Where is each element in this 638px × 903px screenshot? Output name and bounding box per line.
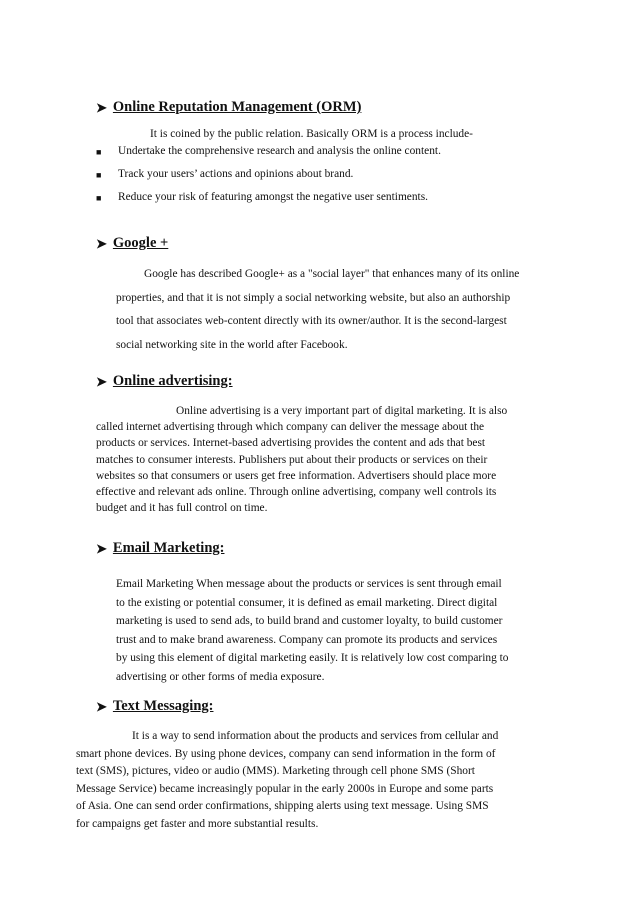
- list-item: [96, 168, 441, 191]
- arrow-bullet-icon: ➤: [96, 698, 107, 714]
- advertising-title: Online advertising:: [112, 373, 233, 389]
- paragraph-line: text (SMS), pictures, video or audio (MMS). Marketing through cell phone SMS (Short: [76, 765, 475, 778]
- bullet-text: Track your users’ actions and opinions about brand.: [118, 168, 354, 180]
- square-bullet-icon: ■: [96, 170, 102, 180]
- square-bullet-icon: ■: [96, 147, 102, 157]
- orm-title: Online Reputation Management (ORM): [112, 99, 362, 115]
- paragraph-line: effective and relevant ads online. Through online advertising, company well controls its: [96, 486, 497, 499]
- google-title: Google +: [112, 235, 169, 251]
- paragraph-line: called internet advertising through which company can deliver the message about the: [96, 421, 485, 434]
- paragraph-line: trust and to make brand awareness. Company can promote its products and services: [116, 633, 498, 646]
- bullet-text: Undertake the comprehensive research and analysis the online content.: [118, 145, 441, 157]
- paragraph-line: matches to consumer interests. Publishers put about their products or services on their: [96, 453, 488, 466]
- email-heading: [96, 540, 224, 557]
- paragraph-line: social networking site in the world after Facebook.: [116, 338, 348, 351]
- paragraph-line: budget and it has full control on time.: [96, 502, 268, 515]
- google-heading: [96, 235, 168, 252]
- paragraph-line: advertising or other forms of media exposure.: [116, 670, 325, 683]
- paragraph-line: Email Marketing When message about the products or services is sent through email: [116, 578, 502, 590]
- paragraph-line: websites so that consumers or users get free information. Advertisers should place more: [96, 469, 497, 482]
- paragraph-line: smart phone devices. By using phone devices, company can send information in the form of: [76, 747, 496, 760]
- text-messaging-paragraph: [76, 728, 560, 834]
- arrow-bullet-icon: ➤: [96, 540, 107, 556]
- arrow-bullet-icon: ➤: [96, 99, 107, 115]
- orm-heading: [96, 99, 361, 116]
- paragraph-line: of Asia. One can send order confirmations, shipping alerts using text message. Using SMS: [76, 800, 489, 813]
- paragraph-line: properties, and that it is not simply a social networking website, but also an authorship: [116, 291, 511, 304]
- square-bullet-icon: ■: [96, 193, 102, 203]
- paragraph-line: products or services. Internet-based advertising provides the content and ads that best: [96, 437, 486, 450]
- orm-intro: It is coined by the public relation. Basically ORM is a process include-: [150, 128, 473, 140]
- list-item: [96, 191, 441, 214]
- paragraph-line: tool that associates web-content directly with its owner/author. It is the second-largest: [116, 315, 507, 327]
- advertising-paragraph: [96, 403, 560, 516]
- paragraph-line: by using this element of digital marketing easily. It is relatively low cost comparing to: [116, 652, 509, 665]
- orm-bullet-list: [96, 145, 441, 214]
- list-item: [96, 145, 441, 168]
- paragraph-line: to the existing or potential consumer, it is defined as email marketing. Direct digital: [116, 596, 498, 609]
- email-title: Email Marketing:: [112, 540, 225, 556]
- text-messaging-heading: [96, 698, 213, 715]
- advertising-heading: [96, 373, 233, 390]
- paragraph-line: for campaigns get faster and more substantial results.: [76, 817, 319, 830]
- email-paragraph: [116, 575, 560, 687]
- text-messaging-title: Text Messaging:: [112, 698, 214, 714]
- paragraph-line: Online advertising is a very important part of digital marketing. It is also: [176, 405, 508, 417]
- arrow-bullet-icon: ➤: [96, 235, 107, 251]
- paragraph-line: It is a way to send information about the products and services from cellular and: [132, 730, 499, 742]
- google-paragraph: [116, 263, 560, 357]
- paragraph-line: Google has described Google+ as a "social layer" that enhances many of its online: [144, 268, 520, 280]
- bullet-text: Reduce your risk of featuring amongst the negative user sentiments.: [118, 191, 428, 203]
- arrow-bullet-icon: ➤: [96, 373, 107, 389]
- paragraph-line: marketing is used to send ads, to build brand and customer loyalty, to build customer: [116, 615, 503, 628]
- paragraph-line: Message Service) became increasingly popular in the early 2000s in Europe and some parts: [76, 782, 494, 795]
